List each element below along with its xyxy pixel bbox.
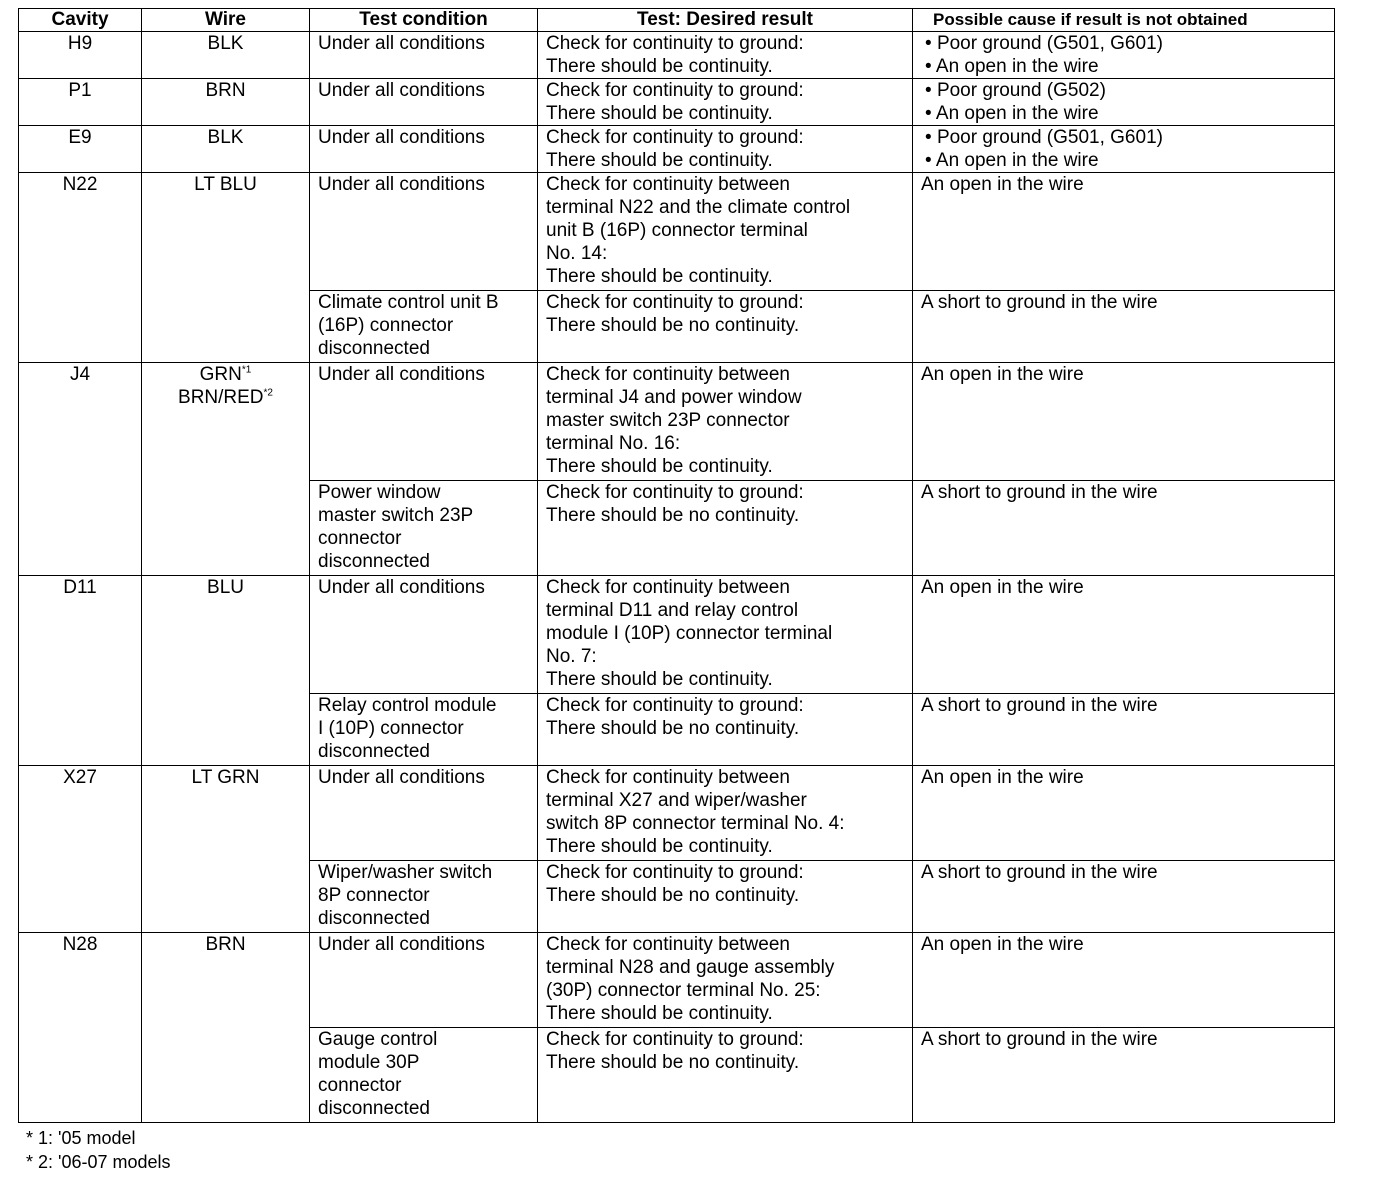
condition-cell: [310, 173, 538, 291]
result-line: terminal X27 and wiper/washer: [546, 790, 807, 811]
wire-cell: [142, 363, 310, 576]
result-line: Check for continuity between: [546, 364, 790, 385]
result-line: There should be continuity.: [546, 103, 773, 124]
condition-line: disconnected: [318, 908, 430, 929]
wire-cell: BLU: [142, 576, 310, 766]
result-line: There should be no continuity.: [546, 315, 800, 336]
result-line: There should be continuity.: [546, 266, 773, 287]
table-row: [19, 933, 1335, 1028]
cause-line: • An open in the wire: [921, 149, 1326, 172]
cause-cell: [913, 861, 1335, 933]
cause-cell: [913, 126, 1335, 173]
cause-cell: [913, 32, 1335, 79]
cavity-cell: X27: [19, 766, 142, 933]
wire-color: GRN: [199, 364, 242, 385]
result-cell: [538, 363, 913, 481]
result-line: Check for continuity between: [546, 577, 790, 598]
result-cell: [538, 694, 913, 766]
cause-cell: [913, 694, 1335, 766]
cause-line: • An open in the wire: [921, 102, 1326, 125]
result-line: There should be continuity.: [546, 56, 773, 77]
cause-cell: [913, 291, 1335, 363]
result-line: There should be continuity.: [546, 1003, 773, 1024]
condition-cell: [310, 933, 538, 1028]
result-cell: [538, 1028, 913, 1123]
result-line: Check for continuity to ground:: [546, 80, 804, 101]
condition-line: Under all conditions: [318, 33, 485, 54]
condition-line: connector: [318, 528, 402, 549]
cause-line: • An open in the wire: [921, 55, 1326, 78]
result-cell: [538, 766, 913, 861]
result-line: Check for continuity to ground:: [546, 33, 804, 54]
condition-cell: [310, 576, 538, 694]
wire-cell: BLK: [142, 126, 310, 173]
cause-cell: [913, 363, 1335, 481]
cavity-cell: E9: [19, 126, 142, 173]
header-cause: Possible cause if result is not obtained: [913, 9, 1335, 32]
cavity-cell: H9: [19, 32, 142, 79]
condition-line: Under all conditions: [318, 767, 485, 788]
result-line: Check for continuity to ground:: [546, 482, 804, 503]
condition-cell: [310, 861, 538, 933]
condition-line: Under all conditions: [318, 174, 485, 195]
result-line: Check for continuity to ground:: [546, 862, 804, 883]
result-line: There should be continuity.: [546, 669, 773, 690]
result-cell: [538, 79, 913, 126]
result-line: terminal No. 16:: [546, 433, 681, 454]
condition-line: connector: [318, 1075, 402, 1096]
header-condition: Test condition: [310, 9, 538, 32]
condition-line: Under all conditions: [318, 364, 485, 385]
cause-line: A short to ground in the wire: [921, 292, 1158, 313]
condition-line: 8P connector: [318, 885, 430, 906]
condition-line: Under all conditions: [318, 80, 485, 101]
cause-cell: [913, 1028, 1335, 1123]
result-line: module I (10P) connector terminal: [546, 623, 833, 644]
wire-test-table: [18, 8, 1335, 1123]
table-row: [19, 363, 1335, 481]
cause-cell: [913, 933, 1335, 1028]
result-cell: [538, 933, 913, 1028]
result-cell: [538, 481, 913, 576]
footnotes: [26, 1126, 171, 1174]
cause-line: An open in the wire: [921, 174, 1084, 195]
result-line: There should be no continuity.: [546, 505, 800, 526]
result-line: Check for continuity to ground:: [546, 1029, 804, 1050]
cause-line: • Poor ground (G501, G601): [921, 32, 1326, 55]
condition-line: Wiper/washer switch: [318, 862, 493, 883]
condition-line: Relay control module: [318, 695, 497, 716]
cause-line: A short to ground in the wire: [921, 695, 1158, 716]
cause-line: • Poor ground (G502): [921, 79, 1326, 102]
wire-cell: BRN: [142, 933, 310, 1123]
wire-line: [150, 386, 301, 409]
result-line: Check for continuity to ground:: [546, 695, 804, 716]
table-row: [19, 32, 1335, 79]
cause-line: An open in the wire: [921, 767, 1084, 788]
table-row: [19, 173, 1335, 291]
condition-line: (16P) connector: [318, 315, 454, 336]
result-cell: [538, 861, 913, 933]
condition-cell: [310, 79, 538, 126]
result-line: There should be no continuity.: [546, 1052, 800, 1073]
table-row: [19, 79, 1335, 126]
result-cell: [538, 126, 913, 173]
result-line: terminal D11 and relay control: [546, 600, 799, 621]
header-cavity: Cavity: [19, 9, 142, 32]
cause-line: A short to ground in the wire: [921, 482, 1158, 503]
cause-line: An open in the wire: [921, 364, 1084, 385]
result-line: No. 14:: [546, 243, 608, 264]
result-line: master switch 23P connector: [546, 410, 790, 431]
condition-line: Gauge control: [318, 1029, 438, 1050]
result-line: unit B (16P) connector terminal: [546, 220, 808, 241]
condition-line: Under all conditions: [318, 577, 485, 598]
cause-cell: [913, 173, 1335, 291]
cause-line: A short to ground in the wire: [921, 862, 1158, 883]
condition-cell: [310, 1028, 538, 1123]
cause-line: • Poor ground (G501, G601): [921, 126, 1326, 149]
result-line: terminal J4 and power window: [546, 387, 802, 408]
cavity-cell: N28: [19, 933, 142, 1123]
result-cell: [538, 32, 913, 79]
result-line: terminal N22 and the climate control: [546, 197, 851, 218]
result-line: (30P) connector terminal No. 25:: [546, 980, 821, 1001]
wire-line: [150, 363, 301, 386]
condition-line: Power window: [318, 482, 441, 503]
table-row: [19, 576, 1335, 694]
result-line: There should be no continuity.: [546, 718, 800, 739]
result-line: Check for continuity between: [546, 934, 790, 955]
footnote-2: * 2: '06-07 models: [26, 1152, 171, 1172]
wire-color: BRN/RED: [178, 387, 264, 408]
condition-line: disconnected: [318, 741, 430, 762]
cavity-cell: D11: [19, 576, 142, 766]
header-wire: Wire: [142, 9, 310, 32]
result-line: switch 8P connector terminal No. 4:: [546, 813, 845, 834]
header-row: [19, 9, 1335, 32]
condition-line: I (10P) connector: [318, 718, 464, 739]
cavity-cell: J4: [19, 363, 142, 576]
result-line: There should be continuity.: [546, 150, 773, 171]
cause-line: A short to ground in the wire: [921, 1029, 1158, 1050]
cavity-cell: P1: [19, 79, 142, 126]
table-row: [19, 766, 1335, 861]
condition-cell: [310, 32, 538, 79]
cause-line: An open in the wire: [921, 934, 1084, 955]
condition-cell: [310, 694, 538, 766]
wire-cell: BRN: [142, 79, 310, 126]
cause-cell: [913, 576, 1335, 694]
cause-cell: [913, 766, 1335, 861]
footnote-ref: *1: [241, 364, 252, 376]
condition-cell: [310, 481, 538, 576]
result-line: There should be continuity.: [546, 836, 773, 857]
condition-line: disconnected: [318, 1098, 430, 1119]
result-line: No. 7:: [546, 646, 597, 667]
wire-cell: BLK: [142, 32, 310, 79]
footnote-ref: *2: [263, 387, 273, 399]
result-line: There should be continuity.: [546, 456, 773, 477]
cause-cell: [913, 481, 1335, 576]
condition-line: Under all conditions: [318, 127, 485, 148]
footnote-1: * 1: '05 model: [26, 1128, 136, 1148]
condition-line: disconnected: [318, 338, 430, 359]
condition-line: Under all conditions: [318, 934, 485, 955]
condition-line: disconnected: [318, 551, 430, 572]
wire-cell: LT GRN: [142, 766, 310, 933]
header-result: Test: Desired result: [538, 9, 913, 32]
result-cell: [538, 291, 913, 363]
cavity-cell: N22: [19, 173, 142, 363]
result-cell: [538, 173, 913, 291]
cause-cell: [913, 79, 1335, 126]
result-line: There should be no continuity.: [546, 885, 800, 906]
table-row: [19, 126, 1335, 173]
result-line: Check for continuity to ground:: [546, 127, 804, 148]
result-line: Check for continuity to ground:: [546, 292, 804, 313]
condition-cell: [310, 766, 538, 861]
cause-line: An open in the wire: [921, 577, 1084, 598]
result-cell: [538, 576, 913, 694]
condition-cell: [310, 363, 538, 481]
condition-cell: [310, 291, 538, 363]
wire-cell: LT BLU: [142, 173, 310, 363]
condition-line: module 30P: [318, 1052, 420, 1073]
condition-cell: [310, 126, 538, 173]
result-line: Check for continuity between: [546, 767, 790, 788]
condition-line: master switch 23P: [318, 505, 474, 526]
result-line: Check for continuity between: [546, 174, 790, 195]
result-line: terminal N28 and gauge assembly: [546, 957, 835, 978]
condition-line: Climate control unit B: [318, 292, 499, 313]
